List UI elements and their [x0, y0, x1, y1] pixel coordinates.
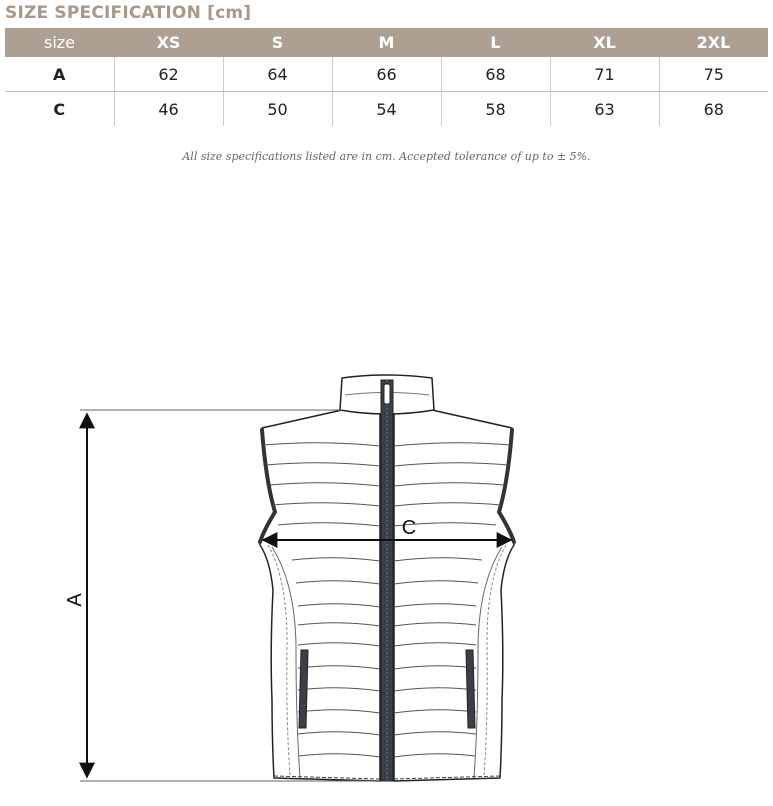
row-label: A [5, 57, 114, 92]
column-header: 2XL [659, 28, 768, 57]
table-cell: 62 [114, 57, 223, 92]
table-cell: 68 [441, 57, 550, 92]
column-header: S [223, 28, 332, 57]
column-header: M [332, 28, 441, 57]
column-header: XL [550, 28, 659, 57]
zipper-pull [384, 384, 390, 404]
table-cell: 66 [332, 57, 441, 92]
table-cell: 75 [659, 57, 768, 92]
table-cell: 46 [114, 92, 223, 127]
column-header: L [441, 28, 550, 57]
column-header: XS [114, 28, 223, 57]
page-title: SIZE SPECIFICATION [cm] [5, 3, 252, 23]
dimension-c-label: C [401, 517, 417, 539]
table-cell: 71 [550, 57, 659, 92]
table-cell: 63 [550, 92, 659, 127]
table-cell: 50 [223, 92, 332, 127]
column-header: size [5, 28, 114, 57]
table-cell: 54 [332, 92, 441, 127]
tolerance-note: All size specifications listed are in cm. Accepted tolerance of up to ± 5%. [182, 150, 591, 163]
table-cell: 58 [441, 92, 550, 127]
table-cell: 68 [659, 92, 768, 127]
dimension-a-label: A [64, 593, 86, 607]
table-cell: 64 [223, 57, 332, 92]
row-label: C [53, 99, 66, 119]
